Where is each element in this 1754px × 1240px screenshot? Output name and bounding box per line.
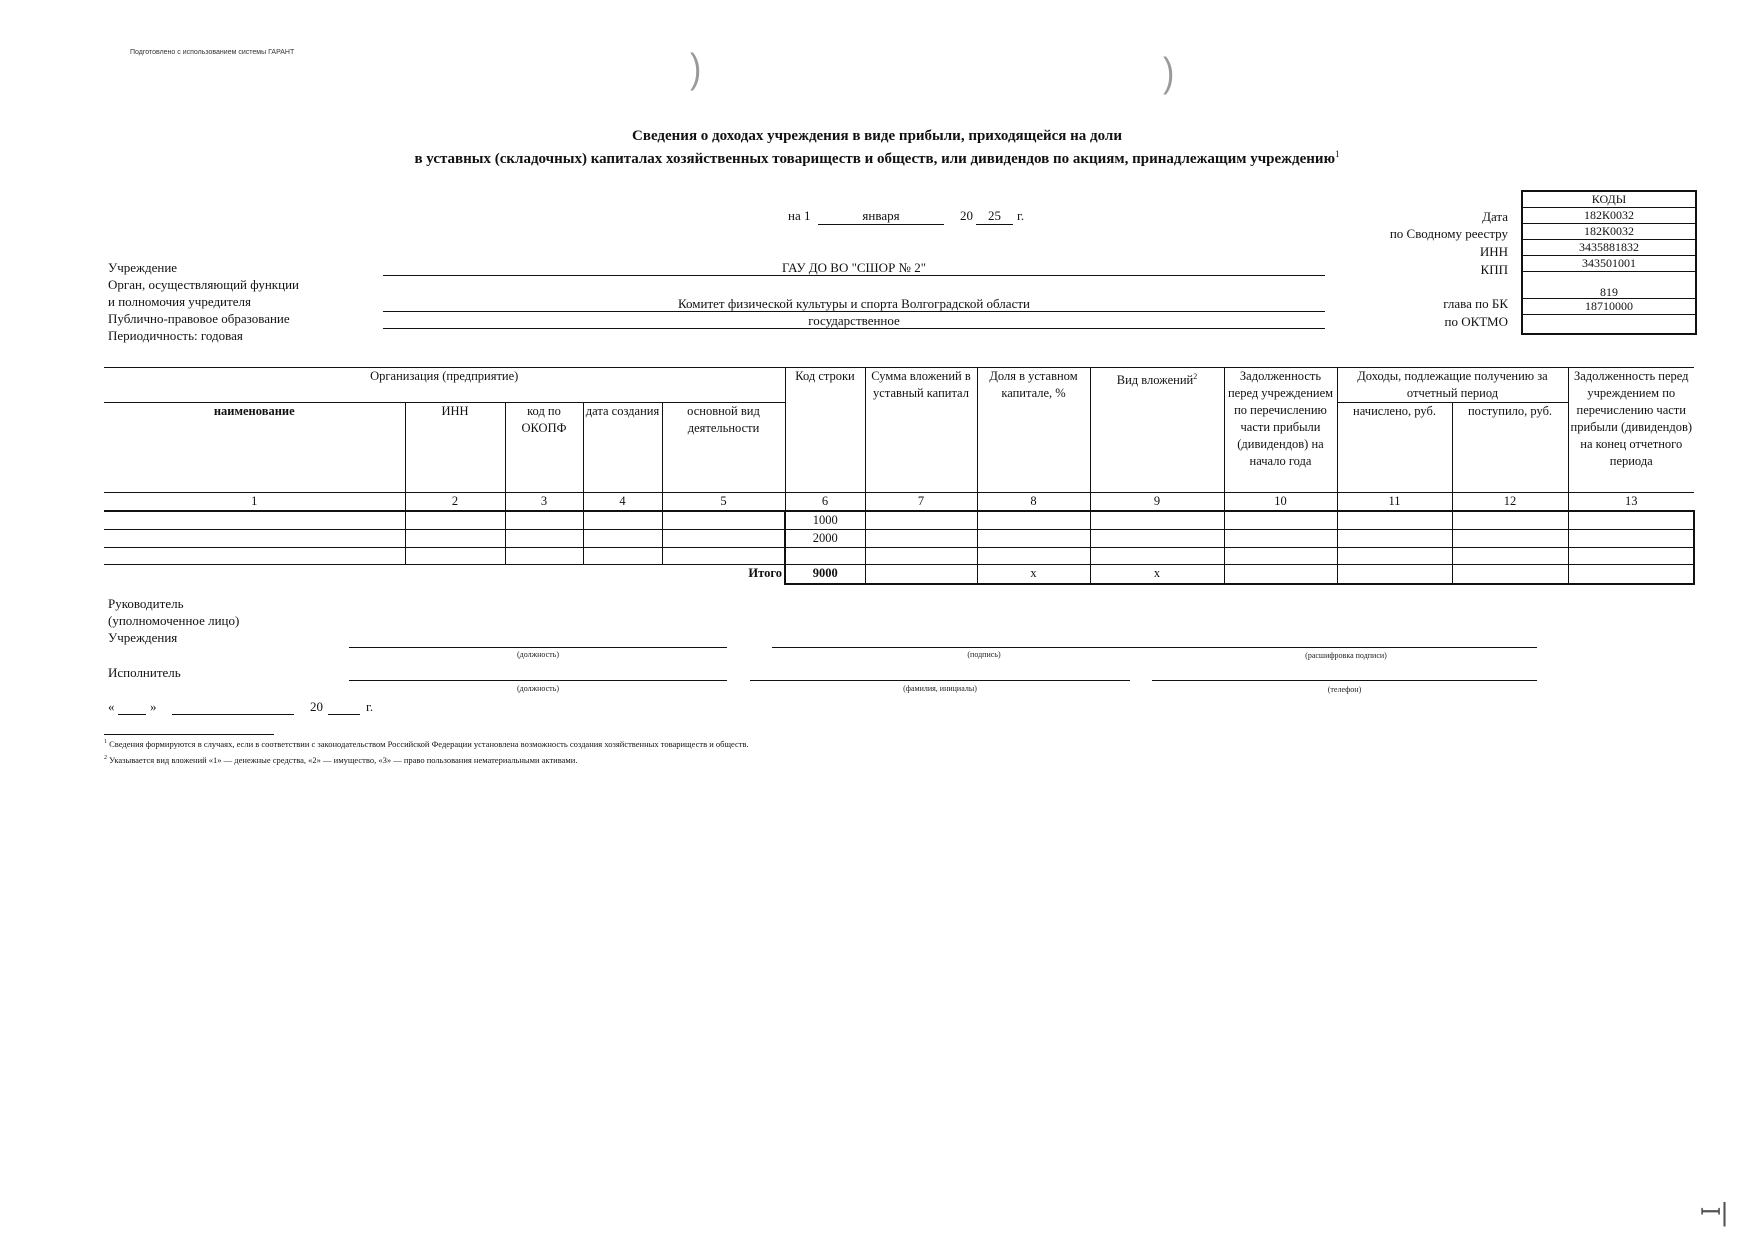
caption-phone: (телефон) bbox=[1327, 685, 1362, 694]
col-number: 9 bbox=[1090, 493, 1224, 512]
handwritten-corner-mark: ꟷ| bbox=[1700, 1197, 1728, 1227]
date-suffix: г. bbox=[1017, 208, 1025, 223]
code-label-oktmo: по ОКТМО bbox=[1444, 314, 1508, 329]
caption-position-2: (должность) bbox=[517, 684, 559, 693]
code-label-kpp: КПП bbox=[1480, 262, 1508, 277]
code-label-bk: глава по БК bbox=[1443, 296, 1508, 311]
col-number: 12 bbox=[1452, 493, 1568, 512]
form-title-text: в уставных (складочных) капиталах хозяйственных товариществ и обществ, или дивидендов по акциям, принадлежащим учреждению bbox=[414, 151, 1336, 167]
code-inn-value: 3435881832 bbox=[1522, 240, 1696, 256]
institution-label: Учреждение bbox=[108, 260, 178, 275]
codes-header: КОДЫ bbox=[1522, 191, 1696, 208]
caption-decoding: (расшифровка подписи) bbox=[1305, 651, 1387, 660]
col-org-group: Организация (предприятие) bbox=[104, 368, 785, 403]
head-label-1: Руководитель bbox=[108, 596, 184, 611]
col-okopf: код по ОКОПФ bbox=[505, 403, 583, 493]
col-debt-start: Задолженность перед учреждением по перечислению части прибыли (дивидендов) на начало года bbox=[1224, 368, 1337, 493]
col-number: 6 bbox=[785, 493, 865, 512]
garant-note: Подготовлено с использованием системы ГАРАНТ bbox=[130, 49, 295, 56]
code-empty-value bbox=[1522, 315, 1696, 335]
col-number: 1 bbox=[104, 493, 405, 512]
code-label-registry: по Сводному реестру bbox=[1389, 226, 1508, 241]
date-year-prefix: 20 bbox=[960, 208, 973, 223]
date-year-suffix: 25 bbox=[988, 208, 1001, 223]
row-code-1000: 1000 bbox=[785, 511, 865, 530]
code-kpp-value: 343501001 bbox=[1522, 256, 1696, 272]
founder-value: Комитет физической культуры и спорта Волгоградской области bbox=[678, 296, 1030, 311]
col-accrued: начислено, руб. bbox=[1337, 403, 1452, 493]
executor-label: Исполнитель bbox=[108, 665, 181, 680]
total-share-x: x bbox=[977, 565, 1090, 584]
total-label: Итого bbox=[748, 566, 782, 580]
founder-label-1: Орган, осуществляющий функции bbox=[108, 277, 299, 292]
col-number: 4 bbox=[583, 493, 662, 512]
code-bk-value: 819 bbox=[1522, 272, 1696, 299]
head-label-2: (уполномоченное лицо) bbox=[108, 613, 240, 628]
col-number: 11 bbox=[1337, 493, 1452, 512]
col-received: поступило, руб. bbox=[1452, 403, 1568, 493]
institution-value: ГАУ ДО ВО "СШОР № 2" bbox=[781, 260, 927, 275]
col-type: Вид вложений$^2$ bbox=[1090, 368, 1224, 493]
col-date: дата создания bbox=[583, 403, 662, 493]
column-numbers-row bbox=[104, 493, 1694, 512]
table-row bbox=[104, 511, 1694, 530]
col-number: 10 bbox=[1224, 493, 1337, 512]
col-inn: ИНН bbox=[405, 403, 505, 493]
col-number: 8 bbox=[977, 493, 1090, 512]
col-number: 13 bbox=[1568, 493, 1694, 512]
codes-table bbox=[1521, 190, 1697, 335]
total-row bbox=[104, 565, 1694, 584]
head-label-3: Учреждения bbox=[108, 630, 178, 645]
caption-signature: (подпись) bbox=[967, 650, 1001, 659]
table-row bbox=[104, 548, 1694, 565]
col-number: 2 bbox=[405, 493, 505, 512]
col-number: 5 bbox=[662, 493, 785, 512]
founder-label-2: и полномочия учредителя bbox=[108, 294, 251, 309]
code-label-inn: ИНН bbox=[1479, 244, 1508, 259]
footnote-1: $^1$ Сведения формируются в случаях, если в соответствии с законодательством Российской Федерации установлена возможность создания хозяйственных товариществ и обществ. bbox=[104, 739, 749, 749]
caption-position: (должность) bbox=[517, 650, 559, 659]
code-registry-value: 182К0032 bbox=[1522, 224, 1696, 240]
binder-hole-mark: ) bbox=[690, 46, 702, 92]
date-year-20: 20 bbox=[310, 699, 323, 714]
binder-hole-mark: ) bbox=[1163, 50, 1175, 96]
col-number: 3 bbox=[505, 493, 583, 512]
col-income-group: Доходы, подлежащие получению за отчетный период bbox=[1337, 368, 1568, 403]
col-number: 7 bbox=[865, 493, 977, 512]
date-open-quote: « bbox=[108, 699, 115, 714]
date-suffix-g: г. bbox=[366, 699, 374, 714]
col-sum: Сумма вложений в уставный капитал bbox=[865, 368, 977, 493]
col-name: наименование bbox=[104, 403, 405, 493]
col-code: Код строки bbox=[785, 368, 865, 493]
ppo-label: Публично-правовое образование bbox=[108, 311, 290, 326]
total-type-x: x bbox=[1090, 565, 1224, 584]
form-title-line-1: Сведения о доходах учреждения в виде прибыли, приходящейся на доли bbox=[632, 128, 1122, 144]
date-prefix: на 1 bbox=[788, 208, 811, 223]
total-code: 9000 bbox=[785, 565, 865, 584]
caption-name: (фамилия, инициалы) bbox=[903, 684, 977, 693]
col-debt-end: Задолженность перед учреждением по перечислению части прибыли (дивидендов) на конец отчетного периода bbox=[1568, 368, 1694, 493]
col-activity: основной вид деятельности bbox=[662, 403, 785, 493]
footnote-ref-1: 1 bbox=[1335, 149, 1340, 159]
table-row bbox=[104, 530, 1694, 548]
code-date-value: 182К0032 bbox=[1522, 208, 1696, 224]
code-oktmo-value: 18710000 bbox=[1522, 299, 1696, 315]
date-month: января bbox=[862, 208, 900, 223]
col-share: Доля в уставном капитале, % bbox=[977, 368, 1090, 493]
row-code-2000: 2000 bbox=[785, 530, 865, 548]
form-title-line-2 bbox=[0, 149, 1754, 168]
ppo-value: государственное bbox=[808, 313, 900, 328]
periodicity: Периодичность: годовая bbox=[108, 328, 243, 343]
date-close-quote: » bbox=[150, 699, 157, 714]
code-label-date: Дата bbox=[1482, 209, 1508, 224]
income-table bbox=[104, 367, 1695, 585]
footnote-2: $^2$ Указывается вид вложений «1» — денежные средства, «2» — имущество, «3» — право пользования нематериальными активами. bbox=[104, 755, 578, 765]
